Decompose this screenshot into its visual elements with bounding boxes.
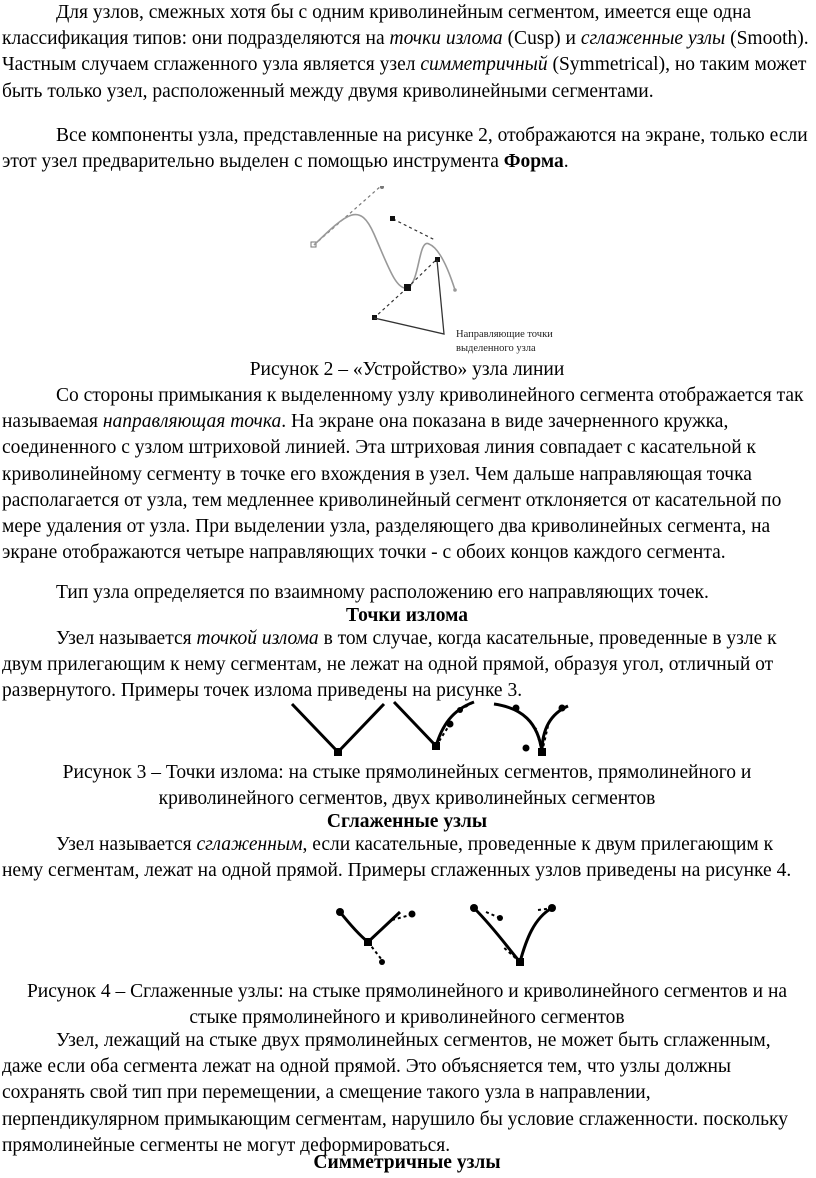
text-run: Узел называется [56,628,197,649]
fig4-example-2 [470,904,556,966]
term-cusp: точки излома [389,28,503,50]
figure-4-smooth-examples [330,900,570,976]
term-smooth: сглаженные узлы [580,28,726,50]
fig4-curve [520,908,552,962]
text-run: в том случае, когда касательные, проведенные в узле к двум прилегающим к нему сегментам, не лежат на одной прямой, образуя угол, отличный от развернутого. Примеры точек излома приведены на рисунке 3. [2,628,777,702]
paragraph-cusp-definition [2,626,812,705]
text-run: Узел называется [56,834,197,855]
figure-2-node-anatomy [300,186,600,356]
text-run: , если касательные, проведенные к двум прилегающим к нему сегментам, лежат на одной прямой. Примеры сглаженных узлов приведены на рисунке 4. [2,834,792,882]
fig4-node [336,908,344,916]
paragraph-straight-segments: Узел, лежащий на стыке двух прямолинейных сегментов, не может быть сглаженным, даже если оба сегмента лежат на одной прямой. Это объясняется тем, что узлы должны сохранять свой тип при перемещении, а смещение такого узла в направлении, перпендикулярном примыкающим сегментам, нарушило бы условие сглаженности. поскольку прямолинейные сегменты не могут деформироваться. [2,1030,789,1156]
text-run: . [563,151,569,173]
fig2-control-point [380,186,384,189]
heading-smooth-nodes: Сглаженные узлы [326,811,488,832]
fig4-curve [340,912,368,942]
fig3-node [432,742,440,750]
fig2-handle-point [390,216,395,221]
paragraph-shape-tool [2,123,812,175]
paragraph-smooth-definition [2,832,812,884]
fig2-end-node [453,288,457,292]
term-cusp-point: точкой излома [196,628,319,649]
figure-2-caption: Рисунок 2 – «Устройство» узла линии [249,359,565,380]
text-run: Со стороны примыкания к выделенному узлу криволинейного сегмента отображается так называемая [2,385,804,433]
paragraph-node-classification [2,0,812,105]
fig3-example-mixed [394,702,474,750]
fig4-example-1 [336,908,416,965]
fig3-line [394,702,436,746]
fig3-handle-point [513,705,520,712]
fig2-curve [314,214,455,290]
fig2-handle-line [374,288,407,318]
fig4-handle-point [379,959,385,965]
fig4-line [368,912,400,942]
fig4-handle-point [497,915,503,921]
fig3-example-curved [494,704,568,756]
text-run: (Cusp) и [502,28,581,50]
fig3-handle-point [559,705,566,712]
paragraph-control-point [2,383,812,566]
fig4-handle-point [409,911,416,918]
fig4-selected-node [364,938,372,946]
fig2-pointer-lines [374,260,444,334]
fig4-selected-node [516,958,524,966]
figure-3-cusp-examples [286,696,570,758]
text-run: Все компоненты узла, представленные на рисунке 2, отображаются на экране, только если этот узел предварительно выделен с помощью инструмента [2,125,808,173]
fig3-handle-point [523,745,530,752]
fig3-node [334,748,342,756]
figure-3-caption: Рисунок 3 – Точки излома: на стыке прямолинейных сегментов, прямолинейного и криволинейного сегментов, двух криволинейных сегментов [62,762,752,810]
term-shape-tool: Форма [503,151,564,173]
fig2-handle-line [393,219,435,240]
fig2-selected-node [404,284,411,291]
paragraph-node-type: Тип узла определяется по взаимному расположению его направляющих точек. [56,582,709,603]
fig3-node [538,748,546,756]
heading-symmetric-nodes: Симметричные узлы [313,1152,501,1173]
fig2-label-line2: выделенного узла [456,343,536,354]
fig3-curve [494,704,542,752]
text-run: . На экране она показана в виде зачерненного кружка, соединенного с узлом штриховой линией. Эта штриховая линия совпадает с касательной к криволинейному сегменту в точке его вхождения в узел. Чем дальше направляющая точка располагается от узла, тем медленнее криволинейный сегмент отклоняется от касательной по мере удаления от узла. При выделении узла, разделяющего два криволинейных сегмента, на экране отображаются четыре направляющих точки - с обоих концов каждого сегмента. [2,411,782,564]
figure-4-caption: Рисунок 4 – Сглаженные узлы: на стыке прямолинейного и криволинейного сегментов и на стыке прямолинейного и криволинейного сегментов [26,981,788,1029]
term-control-point: направляющая точка [102,411,282,433]
fig3-handle-line [460,702,474,710]
fig3-example-straight [292,704,384,756]
fig3-handle-point [447,721,454,728]
fig2-handle-line [407,259,437,288]
heading-cusp-points: Точки излома [345,605,468,626]
text-run: (Smooth). Частным случаем сглаженного узла является узел [2,28,809,76]
text-run: Для узлов, смежных хотя бы с одним криволинейным сегментом, имеется еще одна классификация типов: они подразделяются на [2,2,752,50]
fig2-label-line1: Направляющие точки [456,329,553,340]
text-run: (Symmetrical), но таким может быть только узел, расположенный между двумя криволинейными сегментами. [2,54,807,102]
fig3-lines [292,704,384,752]
fig4-node [548,904,556,912]
term-symmetric: симметричный [420,54,548,76]
fig4-node [470,904,478,912]
term-smooth-node: сглаженным [196,834,303,855]
fig3-curve [542,706,568,752]
fig4-curve [474,908,520,962]
fig3-curve [436,702,474,746]
